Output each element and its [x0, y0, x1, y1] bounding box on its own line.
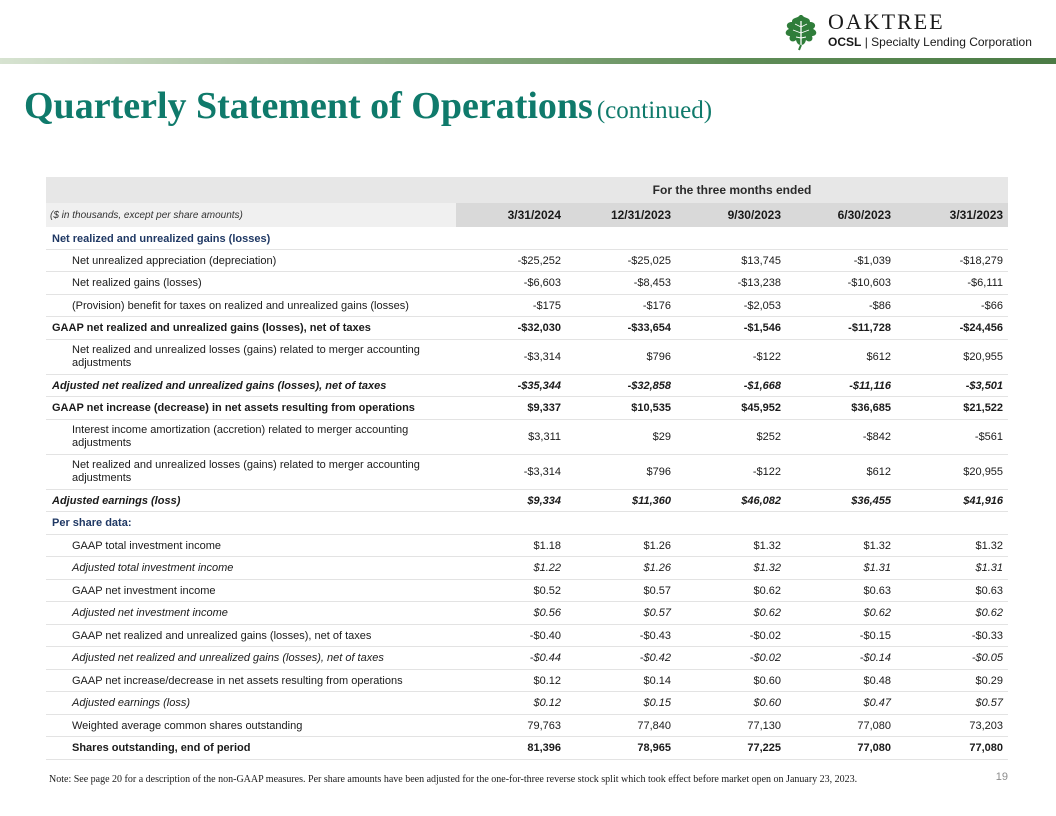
cell-value: -$66 — [896, 295, 1008, 317]
cell-value: -$13,238 — [676, 272, 786, 295]
row-label: GAAP net increase/decrease in net assets resulting from operations — [46, 670, 456, 692]
cell-value: -$1,039 — [786, 250, 896, 272]
cell-value: 77,840 — [566, 715, 676, 737]
table-row-adjusted — [46, 375, 1008, 397]
row-label: Adjusted total investment income — [46, 557, 456, 580]
cell-value: -$0.05 — [896, 647, 1008, 670]
logo-ticker: OCSL — [828, 35, 862, 49]
cell-value: -$32,030 — [456, 317, 566, 340]
table-header-period-row — [46, 177, 1008, 203]
cell-value: $0.12 — [456, 670, 566, 692]
cell-value: $0.47 — [786, 692, 896, 715]
row-label: Net realized and unrealized losses (gains) related to merger accounting adjustments — [46, 455, 456, 490]
cell-value: $13,745 — [676, 250, 786, 272]
table-row — [46, 647, 1008, 670]
table-row — [46, 557, 1008, 580]
table-header-dates-row — [46, 203, 1008, 228]
cell-value: $0.57 — [896, 692, 1008, 715]
cell-value: -$33,654 — [566, 317, 676, 340]
table-row-adjusted — [46, 490, 1008, 512]
cell-value: -$122 — [676, 455, 786, 490]
cell-value: $796 — [566, 340, 676, 375]
cell-value: 77,225 — [676, 737, 786, 760]
cell-value: $1.32 — [676, 557, 786, 580]
column-header: 3/31/2023 — [896, 203, 1008, 228]
page-title-main: Quarterly Statement of Operations — [24, 85, 593, 127]
row-label: (Provision) benefit for taxes on realized and unrealized gains (losses) — [46, 295, 456, 317]
cell-value: $3,311 — [456, 420, 566, 455]
table-row — [46, 625, 1008, 647]
decorative-band — [0, 58, 1056, 64]
cell-value: 78,965 — [566, 737, 676, 760]
row-label: Adjusted earnings (loss) — [46, 490, 456, 512]
cell-value: -$18,279 — [896, 250, 1008, 272]
cell-value: -$842 — [786, 420, 896, 455]
row-label: Adjusted net realized and unrealized gains (losses), net of taxes — [46, 647, 456, 670]
cell-value: -$0.40 — [456, 625, 566, 647]
row-label: Interest income amortization (accretion) related to merger accounting adjustments — [46, 420, 456, 455]
cell-value: -$1,668 — [676, 375, 786, 397]
cell-value: $29 — [566, 420, 676, 455]
cell-value: -$122 — [676, 340, 786, 375]
cell-value: -$2,053 — [676, 295, 786, 317]
table-row — [46, 715, 1008, 737]
cell-value: -$25,252 — [456, 250, 566, 272]
cell-value: -$86 — [786, 295, 896, 317]
cell-value: $1.31 — [896, 557, 1008, 580]
cell-value: -$6,603 — [456, 272, 566, 295]
cell-value: $612 — [786, 340, 896, 375]
period-header: For the three months ended — [456, 177, 1008, 203]
table-row — [46, 420, 1008, 455]
cell-value: $1.31 — [786, 557, 896, 580]
table-row — [46, 692, 1008, 715]
cell-value: $1.26 — [566, 557, 676, 580]
cell-value: $1.32 — [786, 535, 896, 557]
cell-value: $0.15 — [566, 692, 676, 715]
cell-value: $612 — [786, 455, 896, 490]
row-label: Net realized gains (losses) — [46, 272, 456, 295]
cell-value: $1.32 — [676, 535, 786, 557]
cell-value: $252 — [676, 420, 786, 455]
cell-value: $46,082 — [676, 490, 786, 512]
column-header: 3/31/2024 — [456, 203, 566, 228]
cell-value: $21,522 — [896, 397, 1008, 420]
cell-value: $796 — [566, 455, 676, 490]
row-label: GAAP total investment income — [46, 535, 456, 557]
table-row — [46, 580, 1008, 602]
cell-value: 81,396 — [456, 737, 566, 760]
cell-value: $0.56 — [456, 602, 566, 625]
cell-value: $20,955 — [896, 340, 1008, 375]
cell-value: -$3,314 — [456, 340, 566, 375]
cell-value: $0.57 — [566, 580, 676, 602]
cell-value: -$6,111 — [896, 272, 1008, 295]
cell-value: $9,334 — [456, 490, 566, 512]
cell-value: -$176 — [566, 295, 676, 317]
cell-value: -$8,453 — [566, 272, 676, 295]
cell-value: $0.63 — [786, 580, 896, 602]
cell-value: $1.22 — [456, 557, 566, 580]
cell-value: -$11,116 — [786, 375, 896, 397]
row-label: GAAP net realized and unrealized gains (losses), net of taxes — [46, 317, 456, 340]
cell-value: -$0.43 — [566, 625, 676, 647]
cell-value: $45,952 — [676, 397, 786, 420]
row-label: Net realized and unrealized gains (losses) — [46, 228, 1008, 250]
cell-value: -$0.02 — [676, 647, 786, 670]
cell-value: -$35,344 — [456, 375, 566, 397]
cell-value: 77,130 — [676, 715, 786, 737]
table-row — [46, 602, 1008, 625]
cell-value: $0.12 — [456, 692, 566, 715]
cell-value: -$0.14 — [786, 647, 896, 670]
cell-value: -$0.02 — [676, 625, 786, 647]
cell-value: -$3,501 — [896, 375, 1008, 397]
cell-value: $11,360 — [566, 490, 676, 512]
cell-value: -$11,728 — [786, 317, 896, 340]
row-label: Weighted average common shares outstanding — [46, 715, 456, 737]
row-label: GAAP net increase (decrease) in net assets resulting from operations — [46, 397, 456, 420]
column-header: 12/31/2023 — [566, 203, 676, 228]
cell-value: -$0.42 — [566, 647, 676, 670]
table-row-total — [46, 397, 1008, 420]
cell-value: $0.62 — [786, 602, 896, 625]
cell-value: $0.60 — [676, 692, 786, 715]
cell-value: $0.60 — [676, 670, 786, 692]
table-row — [46, 455, 1008, 490]
footnote: Note: See page 20 for a description of the non-GAAP measures. Per share amounts have been adjusted for the one-for-three reverse stock split which took effect before market open on January 23, 2023. — [49, 774, 858, 785]
header-empty-cell — [46, 177, 456, 203]
cell-value: $9,337 — [456, 397, 566, 420]
table-row — [46, 340, 1008, 375]
row-label: Adjusted net realized and unrealized gains (losses), net of taxes — [46, 375, 456, 397]
cell-value: 79,763 — [456, 715, 566, 737]
table-row-total — [46, 737, 1008, 760]
cell-value: -$3,314 — [456, 455, 566, 490]
row-label: Shares outstanding, end of period — [46, 737, 456, 760]
cell-value: $0.52 — [456, 580, 566, 602]
page-title — [24, 84, 712, 128]
logo-company: | Specialty Lending Corporation — [864, 35, 1032, 49]
table-row — [46, 670, 1008, 692]
row-label: Adjusted earnings (loss) — [46, 692, 456, 715]
cell-value: -$0.44 — [456, 647, 566, 670]
row-label: Net unrealized appreciation (depreciation) — [46, 250, 456, 272]
cell-value: -$25,025 — [566, 250, 676, 272]
cell-value: 77,080 — [896, 737, 1008, 760]
row-label: GAAP net realized and unrealized gains (losses), net of taxes — [46, 625, 456, 647]
cell-value: $41,916 — [896, 490, 1008, 512]
row-label: Adjusted net investment income — [46, 602, 456, 625]
table-row — [46, 272, 1008, 295]
page-number: 19 — [995, 771, 1008, 783]
cell-value: $36,455 — [786, 490, 896, 512]
cell-value: 77,080 — [786, 715, 896, 737]
cell-value: -$32,858 — [566, 375, 676, 397]
cell-value: $1.32 — [896, 535, 1008, 557]
cell-value: $0.63 — [896, 580, 1008, 602]
cell-value: $10,535 — [566, 397, 676, 420]
cell-value: $1.18 — [456, 535, 566, 557]
table-row-total — [46, 317, 1008, 340]
table-row — [46, 535, 1008, 557]
row-label: Per share data: — [46, 512, 1008, 535]
cell-value: $0.29 — [896, 670, 1008, 692]
page-title-suffix: (continued) — [596, 97, 713, 124]
cell-value: $0.57 — [566, 602, 676, 625]
oaktree-logo — [784, 10, 1044, 54]
column-header: 6/30/2023 — [786, 203, 896, 228]
column-header: 9/30/2023 — [676, 203, 786, 228]
cell-value: -$175 — [456, 295, 566, 317]
operations-table — [46, 177, 1008, 760]
row-label: GAAP net investment income — [46, 580, 456, 602]
cell-value: -$1,546 — [676, 317, 786, 340]
cell-value: $0.62 — [896, 602, 1008, 625]
cell-value: $0.62 — [676, 580, 786, 602]
cell-value: $20,955 — [896, 455, 1008, 490]
table-row — [46, 295, 1008, 317]
cell-value: $0.48 — [786, 670, 896, 692]
cell-value: -$0.33 — [896, 625, 1008, 647]
units-label: ($ in thousands, except per share amounts) — [46, 203, 456, 228]
cell-value: -$561 — [896, 420, 1008, 455]
cell-value: $36,685 — [786, 397, 896, 420]
cell-value: -$0.15 — [786, 625, 896, 647]
cell-value: -$10,603 — [786, 272, 896, 295]
oak-leaf-icon — [784, 13, 820, 51]
cell-value: $0.62 — [676, 602, 786, 625]
section-header-row — [46, 512, 1008, 535]
logo-subtitle — [828, 35, 1032, 49]
cell-value: 77,080 — [786, 737, 896, 760]
section-header-row — [46, 228, 1008, 250]
cell-value: $1.26 — [566, 535, 676, 557]
cell-value: -$24,456 — [896, 317, 1008, 340]
cell-value: 73,203 — [896, 715, 1008, 737]
cell-value: $0.14 — [566, 670, 676, 692]
table-row — [46, 250, 1008, 272]
row-label: Net realized and unrealized losses (gains) related to merger accounting adjustments — [46, 340, 456, 375]
logo-name: OAKTREE — [828, 9, 945, 34]
